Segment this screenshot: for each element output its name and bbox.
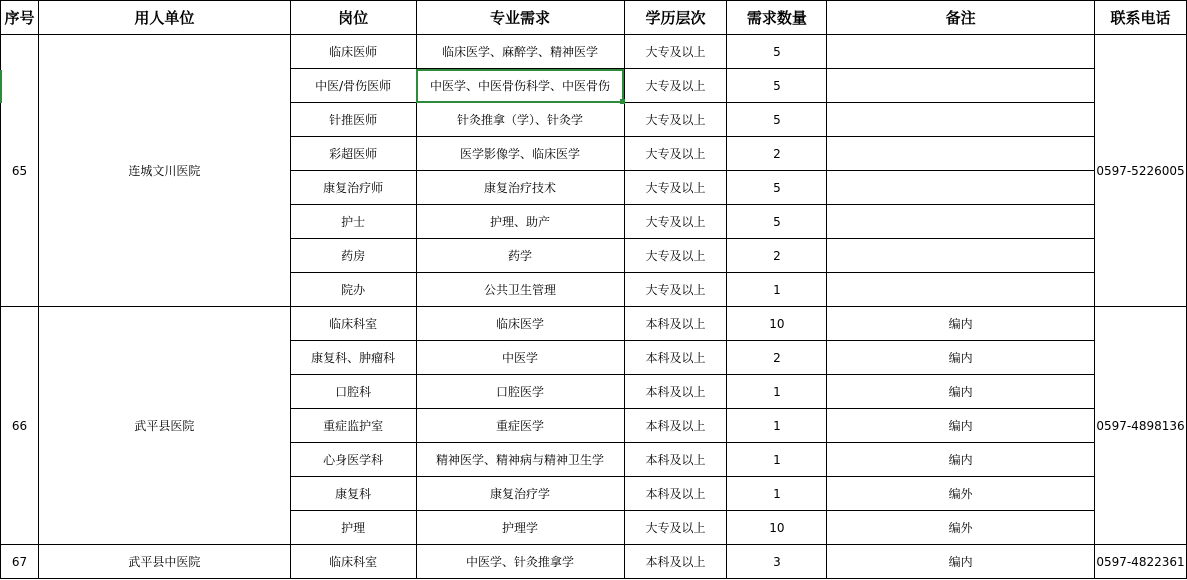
- header-position[interactable]: 岗位: [290, 1, 416, 35]
- cell-major[interactable]: 药学: [416, 239, 624, 273]
- cell-count[interactable]: 5: [727, 205, 827, 239]
- cell-position[interactable]: 心身医学科: [290, 443, 416, 477]
- cell-major[interactable]: 临床医学、麻醉学、精神医学: [416, 35, 624, 69]
- cell-remark[interactable]: [827, 137, 1095, 171]
- cell-position[interactable]: 院办: [290, 273, 416, 307]
- cell-education[interactable]: 大专及以上: [624, 35, 727, 69]
- cell-remark[interactable]: 编内: [827, 443, 1095, 477]
- cell-position[interactable]: 临床科室: [290, 545, 416, 579]
- cell-position[interactable]: 口腔科: [290, 375, 416, 409]
- cell-position[interactable]: 护理: [290, 511, 416, 545]
- cell-count[interactable]: 1: [727, 443, 827, 477]
- cell-count[interactable]: 5: [727, 171, 827, 205]
- cell-education[interactable]: 本科及以上: [624, 307, 727, 341]
- cell-major[interactable]: 医学影像学、临床医学: [416, 137, 624, 171]
- cell-position[interactable]: 针推医师: [290, 103, 416, 137]
- cell-remark[interactable]: [827, 239, 1095, 273]
- cell-remark[interactable]: 编外: [827, 511, 1095, 545]
- cell-major[interactable]: 护理学: [416, 511, 624, 545]
- cell-count[interactable]: 2: [727, 341, 827, 375]
- header-major[interactable]: 专业需求: [416, 1, 624, 35]
- cell-position[interactable]: 康复科: [290, 477, 416, 511]
- cell-major[interactable]: 临床医学: [416, 307, 624, 341]
- cell-position[interactable]: 临床医师: [290, 35, 416, 69]
- cell-education[interactable]: 大专及以上: [624, 205, 727, 239]
- header-phone[interactable]: 联系电话: [1094, 1, 1186, 35]
- cell-unit[interactable]: 武平县医院: [38, 307, 290, 545]
- header-remark[interactable]: 备注: [827, 1, 1095, 35]
- cell-unit[interactable]: 武平县中医院: [38, 545, 290, 579]
- cell-count[interactable]: 1: [727, 409, 827, 443]
- cell-position[interactable]: 中医/骨伤医师: [290, 69, 416, 103]
- cell-education[interactable]: 大专及以上: [624, 171, 727, 205]
- cell-major[interactable]: 中医学、针灸推拿学: [416, 545, 624, 579]
- cell-education[interactable]: 大专及以上: [624, 273, 727, 307]
- cell-count[interactable]: 10: [727, 511, 827, 545]
- cell-remark[interactable]: 编内: [827, 409, 1095, 443]
- active-row-indicator: [0, 70, 2, 103]
- cell-major[interactable]: 公共卫生管理: [416, 273, 624, 307]
- cell-remark[interactable]: [827, 273, 1095, 307]
- cell-position[interactable]: 药房: [290, 239, 416, 273]
- cell-education[interactable]: 本科及以上: [624, 341, 727, 375]
- cell-education[interactable]: 大专及以上: [624, 511, 727, 545]
- table-row: [1, 545, 1187, 579]
- cell-education[interactable]: 本科及以上: [624, 375, 727, 409]
- cell-position[interactable]: 临床科室: [290, 307, 416, 341]
- cell-count[interactable]: 1: [727, 273, 827, 307]
- header-count[interactable]: 需求数量: [727, 1, 827, 35]
- table-row: [1, 307, 1187, 341]
- cell-education[interactable]: 本科及以上: [624, 477, 727, 511]
- cell-education[interactable]: 大专及以上: [624, 69, 727, 103]
- cell-unit[interactable]: 连城文川医院: [38, 35, 290, 307]
- cell-seq[interactable]: 67: [1, 545, 39, 579]
- cell-remark[interactable]: [827, 205, 1095, 239]
- header-education[interactable]: 学历层次: [624, 1, 727, 35]
- cell-count[interactable]: 5: [727, 69, 827, 103]
- cell-remark[interactable]: [827, 35, 1095, 69]
- cell-remark[interactable]: [827, 103, 1095, 137]
- cell-phone[interactable]: 0597-5226005: [1094, 35, 1186, 307]
- cell-count[interactable]: 5: [727, 103, 827, 137]
- header-seq[interactable]: 序号: [1, 1, 39, 35]
- cell-major[interactable]: 重症医学: [416, 409, 624, 443]
- cell-education[interactable]: 大专及以上: [624, 239, 727, 273]
- cell-position[interactable]: 彩超医师: [290, 137, 416, 171]
- cell-position[interactable]: 重症监护室: [290, 409, 416, 443]
- cell-education[interactable]: 本科及以上: [624, 545, 727, 579]
- cell-major-selected[interactable]: 中医学、中医骨伤科学、中医骨伤: [416, 69, 624, 103]
- cell-education[interactable]: 大专及以上: [624, 103, 727, 137]
- cell-remark[interactable]: 编外: [827, 477, 1095, 511]
- cell-major[interactable]: 中医学: [416, 341, 624, 375]
- cell-remark[interactable]: [827, 69, 1095, 103]
- cell-remark[interactable]: 编内: [827, 341, 1095, 375]
- cell-count[interactable]: 1: [727, 477, 827, 511]
- header-unit[interactable]: 用人单位: [38, 1, 290, 35]
- cell-education[interactable]: 本科及以上: [624, 443, 727, 477]
- cell-count[interactable]: 3: [727, 545, 827, 579]
- cell-remark[interactable]: 编内: [827, 307, 1095, 341]
- cell-phone[interactable]: 0597-4898136: [1094, 307, 1186, 545]
- cell-major[interactable]: 康复治疗学: [416, 477, 624, 511]
- header-row: [1, 1, 1187, 35]
- cell-count[interactable]: 2: [727, 239, 827, 273]
- cell-count[interactable]: 1: [727, 375, 827, 409]
- cell-seq[interactable]: 65: [1, 35, 39, 307]
- cell-count[interactable]: 5: [727, 35, 827, 69]
- cell-position[interactable]: 康复治疗师: [290, 171, 416, 205]
- cell-count[interactable]: 2: [727, 137, 827, 171]
- fill-handle[interactable]: [620, 99, 625, 104]
- cell-count[interactable]: 10: [727, 307, 827, 341]
- cell-major[interactable]: 精神医学、精神病与精神卫生学: [416, 443, 624, 477]
- cell-position[interactable]: 康复科、肿瘤科: [290, 341, 416, 375]
- cell-major[interactable]: 康复治疗技术: [416, 171, 624, 205]
- cell-remark[interactable]: 编内: [827, 545, 1095, 579]
- cell-phone[interactable]: 0597-4822361: [1094, 545, 1186, 579]
- cell-education[interactable]: 大专及以上: [624, 137, 727, 171]
- cell-major[interactable]: 针灸推拿（学）、针灸学: [416, 103, 624, 137]
- cell-remark[interactable]: 编内: [827, 375, 1095, 409]
- cell-seq[interactable]: 66: [1, 307, 39, 545]
- cell-education[interactable]: 本科及以上: [624, 409, 727, 443]
- table-row: [1, 35, 1187, 69]
- cell-major[interactable]: 口腔医学: [416, 375, 624, 409]
- cell-remark[interactable]: [827, 171, 1095, 205]
- cell-position[interactable]: 护士: [290, 205, 416, 239]
- cell-major[interactable]: 护理、助产: [416, 205, 624, 239]
